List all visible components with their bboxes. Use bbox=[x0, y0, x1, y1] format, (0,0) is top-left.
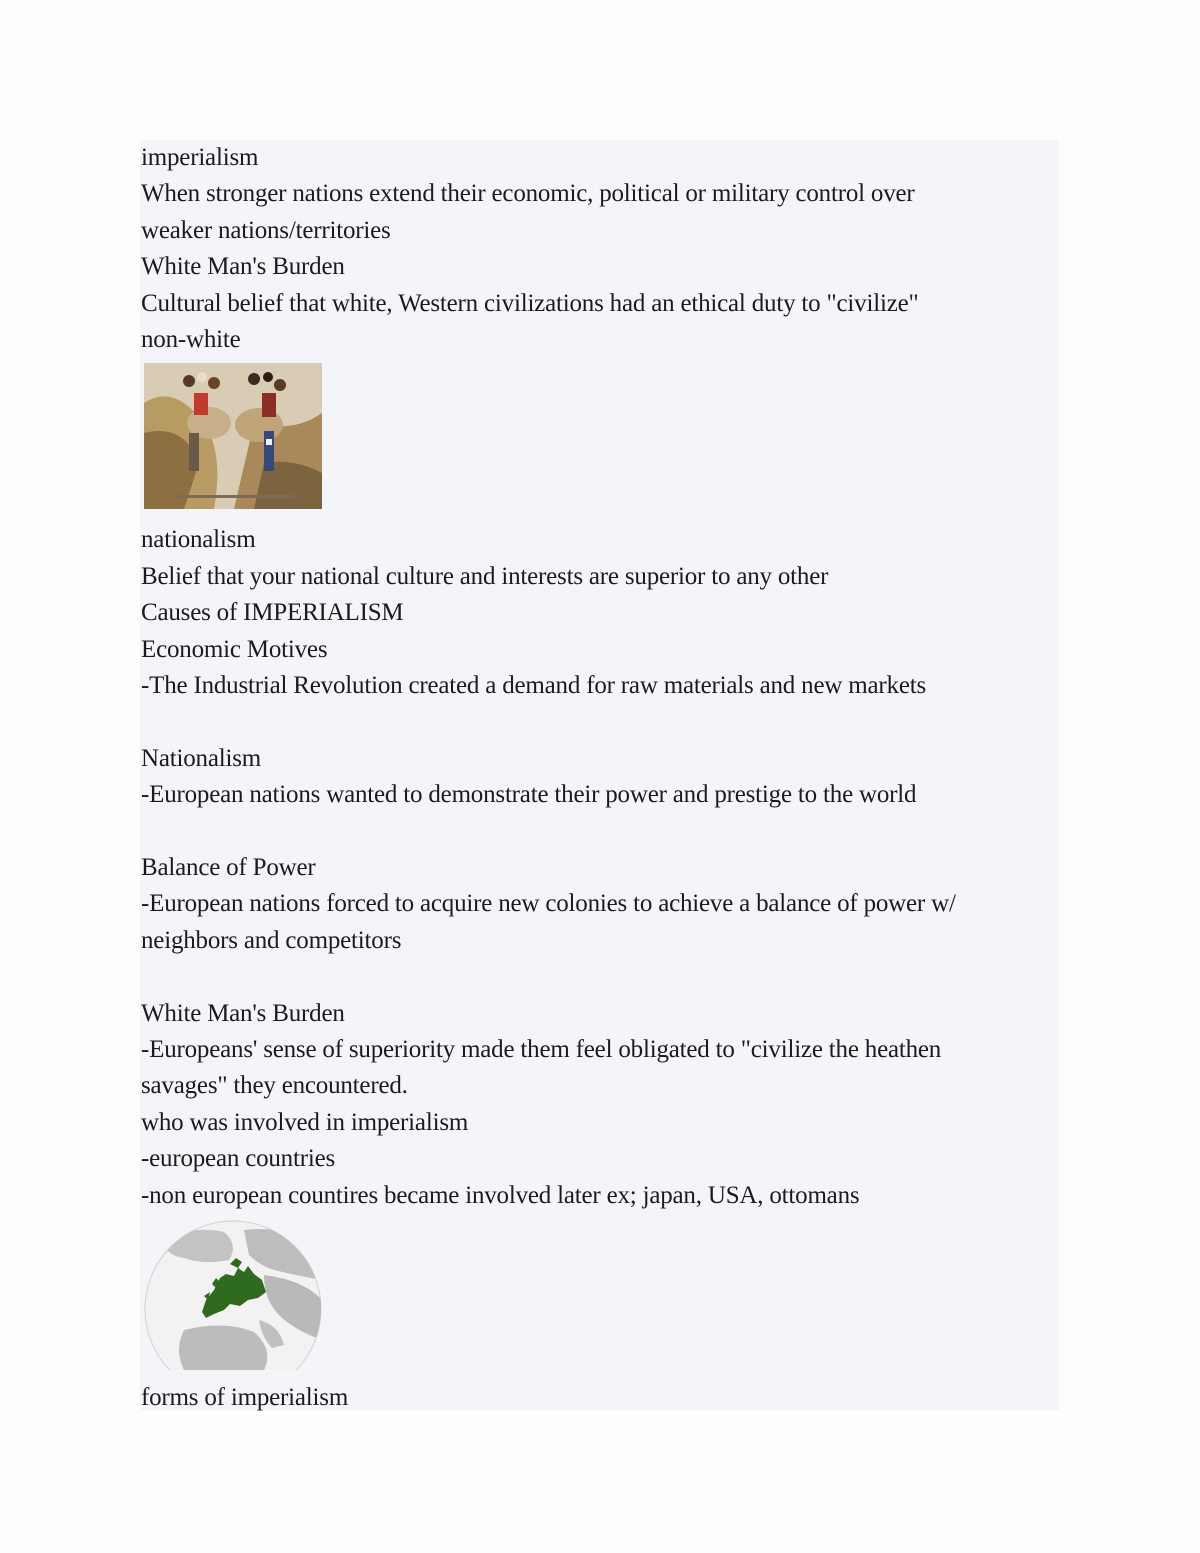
cause-white-mans-burden-detail-1: -Europeans' sense of superiority made them feel obligated to "civilize the heathen bbox=[141, 1036, 942, 1064]
cause-balance-of-power-detail-2: neighbors and competitors bbox=[141, 926, 402, 954]
cause-balance-of-power: Balance of Power bbox=[141, 854, 316, 882]
heading-causes-of-imperialism: Causes of IMPERIALISM bbox=[141, 599, 404, 627]
term-imperialism: imperialism bbox=[141, 144, 259, 171]
blank-line bbox=[141, 704, 1059, 740]
involved-european-countries: -european countries bbox=[141, 1145, 336, 1173]
cause-nationalism-detail: -European nations wanted to demonstrate their power and prestige to the world bbox=[141, 781, 917, 809]
europe-globe-map-image bbox=[144, 1220, 322, 1370]
blank-line bbox=[141, 959, 1059, 995]
term-white-mans-burden: White Man's Burden bbox=[141, 253, 345, 281]
term-forms-of-imperialism: forms of imperialism bbox=[141, 1384, 349, 1412]
definition-imperialism-line-1: When stronger nations extend their economic, political or military control over bbox=[141, 180, 915, 208]
term-who-was-involved: who was involved in imperialism bbox=[141, 1108, 469, 1136]
cause-economic-motives: Economic Motives bbox=[141, 635, 328, 663]
definition-white-mans-burden-line-1: Cultural belief that white, Western civilizations had an ethical duty to "civilize" bbox=[141, 289, 919, 317]
definition-nationalism: Belief that your national culture and interests are superior to any other bbox=[141, 562, 829, 590]
political-cartoon-image bbox=[144, 363, 322, 509]
cause-balance-of-power-detail-1: -European nations forced to acquire new colonies to achieve a balance of power w/ bbox=[141, 890, 956, 918]
involved-non-european-countries: -non european countires became involved later ex; japan, USA, ottomans bbox=[141, 1181, 860, 1209]
document-content bbox=[141, 140, 1059, 1417]
definition-imperialism-line-2: weaker nations/territories bbox=[141, 216, 391, 244]
definition-white-mans-burden-line-2: non-white bbox=[141, 326, 241, 354]
cause-nationalism: Nationalism bbox=[141, 744, 262, 772]
cause-white-mans-burden: White Man's Burden bbox=[141, 999, 345, 1027]
cause-white-mans-burden-detail-2: savages" they encountered. bbox=[141, 1072, 408, 1100]
cause-economic-detail: -The Industrial Revolution created a demand for raw materials and new markets bbox=[141, 672, 926, 700]
term-nationalism: nationalism bbox=[141, 526, 256, 554]
blank-line bbox=[141, 814, 1059, 850]
